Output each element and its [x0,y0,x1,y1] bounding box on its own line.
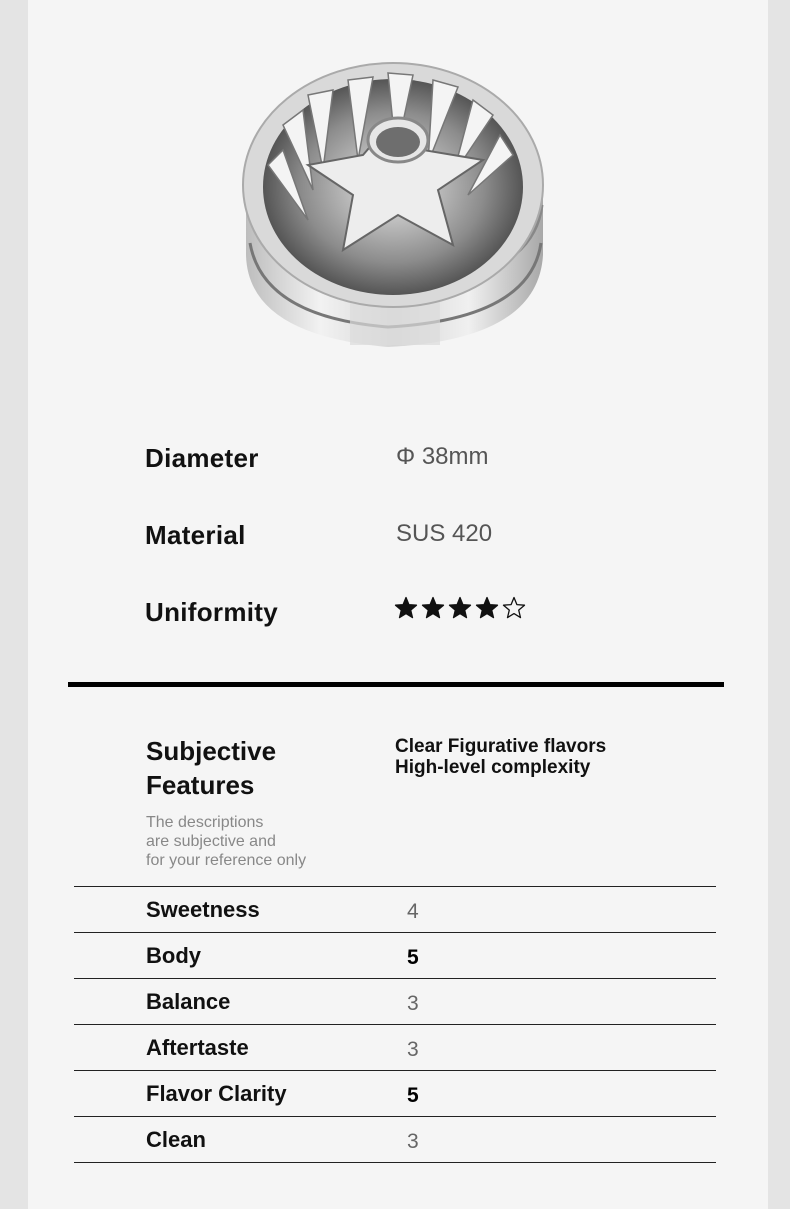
diameter-value: Φ 38mm [396,443,489,470]
star-filled-icon [475,596,499,620]
note-line-3: for your reference only [146,852,307,869]
star-filled-icon [448,596,472,620]
title-line-1: Subjective [146,736,277,766]
feature-label: Aftertaste [146,1035,249,1060]
flavor-description [395,736,725,778]
feature-label: Flavor Clarity [146,1081,287,1106]
table-row [74,1116,716,1163]
subjective-note [146,813,346,870]
material-label: Material [145,520,246,550]
table-row [74,1024,716,1070]
star-filled-icon [421,596,445,620]
table-row [74,932,716,978]
burr-image [238,55,558,355]
subjective-features-title [146,734,346,802]
desc-line-2: High-level complexity [395,757,591,778]
uniformity-rating [394,596,526,620]
title-line-2: Features [146,770,255,800]
star-empty-icon [502,596,526,620]
feature-label: Sweetness [146,897,260,922]
feature-label: Body [146,943,201,968]
table-row [74,1070,716,1116]
table-row [74,886,716,932]
feature-value: 3 [407,1130,419,1153]
feature-value: 4 [407,900,419,923]
material-value: SUS 420 [396,520,493,547]
diameter-label: Diameter [145,443,259,473]
table-row [74,978,716,1024]
feature-value: 3 [407,992,419,1015]
product-spec-page [28,0,768,1209]
feature-value: 3 [407,1038,419,1061]
note-line-2: are subjective and [146,833,276,850]
feature-label: Balance [146,989,231,1014]
feature-value: 5 [407,946,419,969]
feature-table [74,886,716,1163]
desc-line-1: Clear Figurative flavors [395,736,607,757]
feature-value: 5 [407,1084,419,1107]
section-divider [68,682,724,687]
feature-label: Clean [146,1127,206,1152]
note-line-1: The descriptions [146,814,264,831]
uniformity-label: Uniformity [145,597,278,627]
star-filled-icon [394,596,418,620]
